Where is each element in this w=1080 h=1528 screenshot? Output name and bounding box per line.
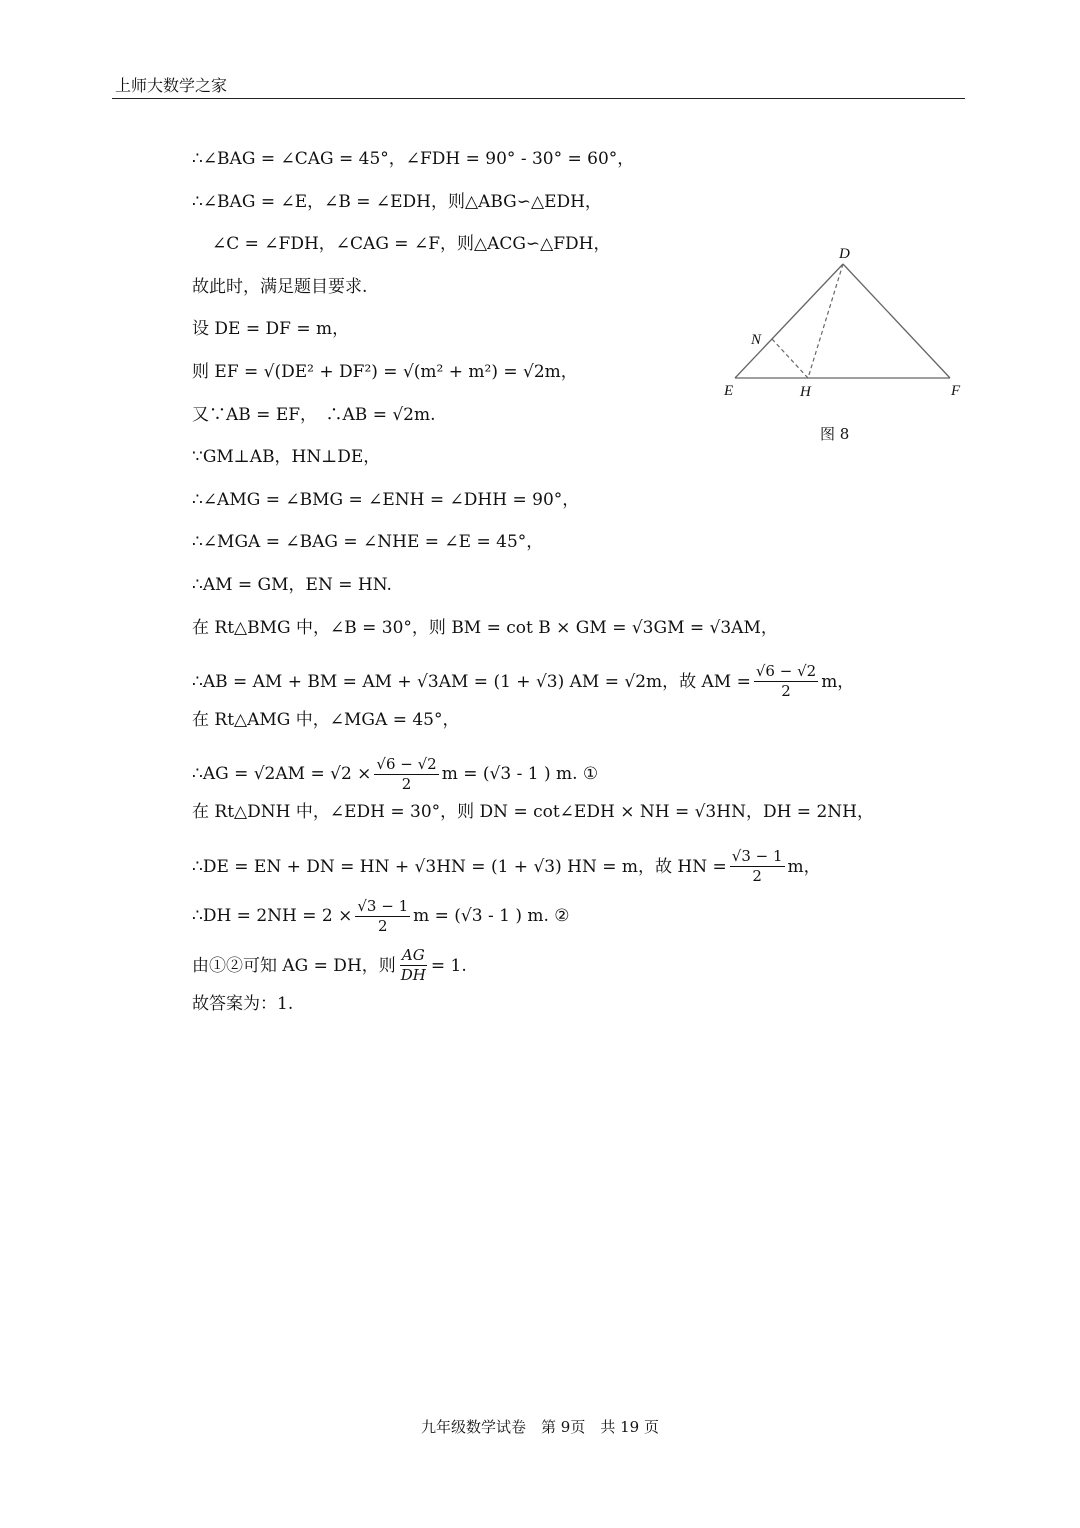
line-1: ∴∠BAG = ∠CAG = 45°，∠FDH = 90° - 30° = 60°， — [192, 149, 635, 169]
fraction-denominator: 2 — [377, 916, 388, 935]
fraction-denominator: 2 — [781, 682, 791, 701]
line-17-prefix: ∴DE = EN + DN = HN + √3HN = (1 + √3) HN = m，故 HN = — [192, 856, 727, 877]
fraction-denominator: DH — [400, 966, 426, 985]
segment-DE — [735, 264, 843, 378]
figure-caption: 图 8 — [820, 425, 850, 443]
line-16: 在 Rt△DNH 中，∠EDH = 30°，则 DN = cot∠EDH × NH = √3HN，DH = 2NH， — [192, 802, 874, 823]
line-15-suffix: m = (√3 - 1 ) m. ① — [441, 764, 599, 785]
fraction — [374, 755, 438, 794]
line-13-prefix: ∴AB = AM + BM = AM + √3AM = (1 + √3) AM = √2m，故 AM = — [192, 671, 751, 692]
fraction — [754, 662, 818, 701]
line-13 — [192, 657, 892, 707]
page-footer: 九年级数学试卷 第 9页 共 19 页 — [421, 1418, 659, 1436]
segment-NH-dashed — [772, 339, 808, 378]
fraction-denominator: 2 — [752, 867, 762, 886]
line-18-suffix: m = (√3 - 1 ) m. ② — [413, 906, 570, 927]
line-8: ∵GM⊥AB，HN⊥DE， — [192, 447, 381, 468]
line-6: 则 EF = √(DE² + DF²) = √(m² + m²) = √2m， — [192, 361, 578, 382]
line-19 — [192, 941, 892, 991]
fraction-denominator: 2 — [401, 774, 412, 793]
label-E: E — [724, 383, 734, 399]
fraction-numerator: √3 − 1 — [731, 847, 783, 866]
line-13-suffix: m， — [821, 671, 855, 692]
line-4: 故此时，满足题目要求. — [192, 276, 368, 297]
label-H: H — [800, 384, 811, 400]
line-19-prefix: 由①②可知 AG = DH，则 — [192, 955, 396, 976]
fraction-numerator: √6 − √2 — [376, 754, 437, 773]
fraction-numerator: AG — [401, 946, 425, 965]
line-11: ∴AM = GM，EN = HN. — [192, 574, 392, 595]
line-12: 在 Rt△BMG 中，∠B = 30°，则 BM = cot B × GM = √3GM = √3AM， — [192, 617, 778, 638]
page-header: 上师大数学之家 — [115, 76, 228, 95]
segment-DH-dashed — [808, 264, 843, 378]
line-17 — [192, 842, 892, 892]
segment-DF — [843, 264, 950, 378]
line-10: ∴∠MGA = ∠BAG = ∠NHE = ∠E = 45°， — [192, 532, 544, 553]
fraction — [399, 946, 428, 985]
line-17-suffix: m， — [787, 856, 821, 877]
line-20: 故答案为：1. — [192, 993, 294, 1014]
fraction — [730, 847, 785, 886]
fraction — [355, 897, 410, 936]
fraction-numerator: √6 − √2 — [755, 662, 817, 681]
line-3: ∠C = ∠FDH，∠CAG = ∠F，则△ACG∽△FDH， — [212, 234, 611, 255]
label-N: N — [751, 332, 762, 348]
line-5: 设 DE = DF = m， — [192, 319, 350, 340]
line-18-prefix: ∴DH = 2NH = 2 × — [192, 906, 353, 927]
line-15 — [192, 749, 892, 799]
line-7: 又∵AB = EF， ∴AB = √2m. — [192, 404, 436, 425]
label-F: F — [951, 383, 961, 399]
line-18 — [192, 891, 892, 941]
line-14: 在 Rt△AMG 中，∠MGA = 45°， — [192, 709, 460, 730]
line-9: ∴∠AMG = ∠BMG = ∠ENH = ∠DHH = 90°， — [192, 489, 580, 510]
header-divider — [112, 98, 965, 99]
geometry-figure — [712, 238, 972, 408]
line-19-suffix: = 1. — [430, 955, 467, 976]
line-2: ∴∠BAG = ∠E，∠B = ∠EDH，则△ABG∽△EDH， — [192, 191, 602, 212]
line-15-prefix: ∴AG = √2AM = √2 × — [192, 764, 372, 785]
label-D: D — [839, 246, 850, 262]
fraction-numerator: √3 − 1 — [357, 896, 409, 915]
